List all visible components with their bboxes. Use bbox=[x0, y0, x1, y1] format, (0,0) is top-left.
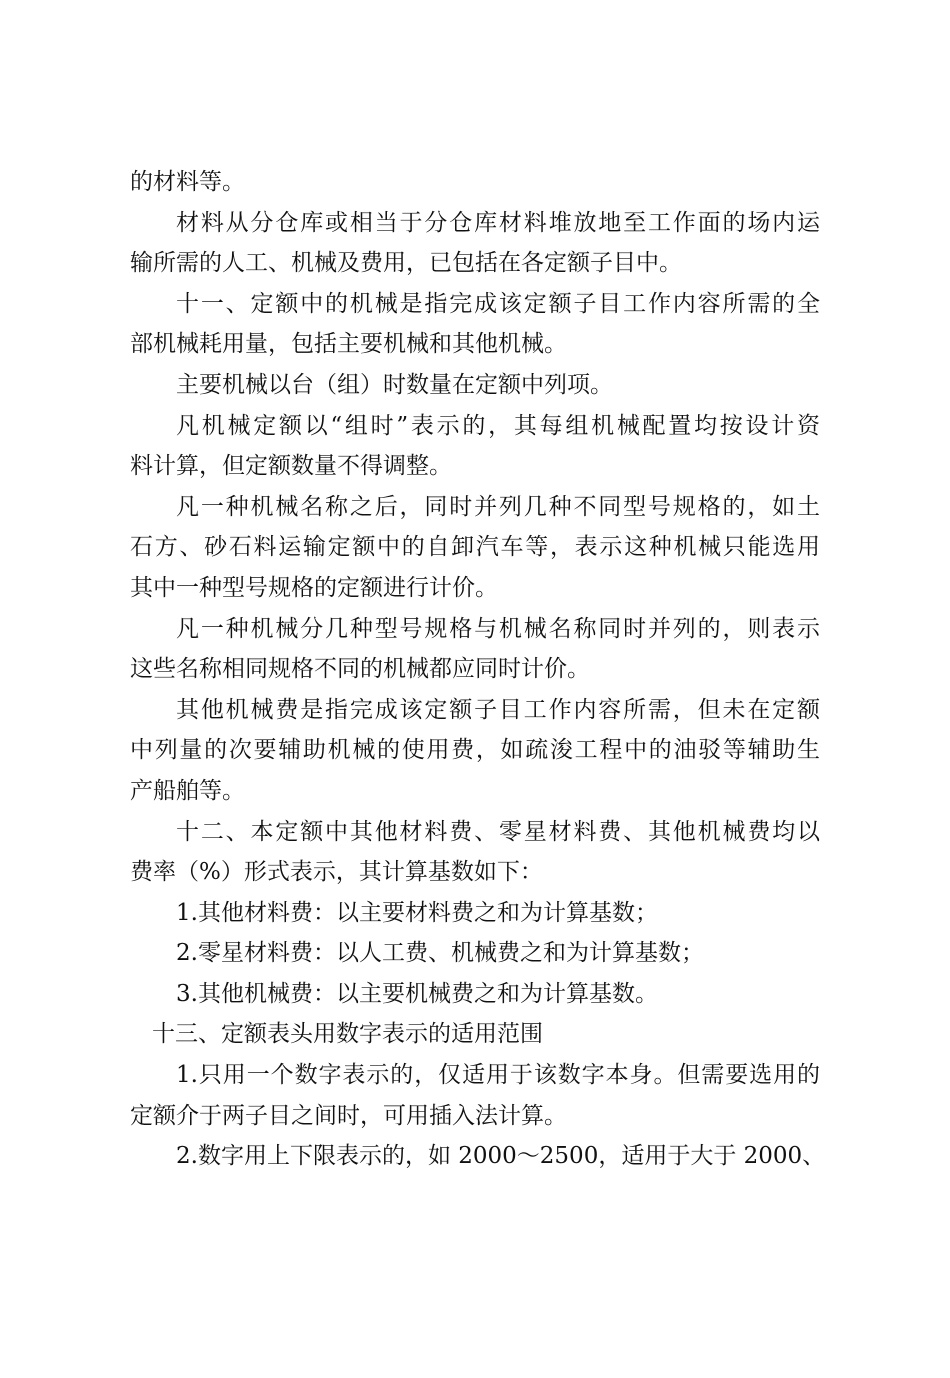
text-line: 十一、定额中的机械是指完成该定额子目工作内容所需的全 bbox=[176, 290, 820, 317]
text-line: 2.数字用上下限表示的，如 2000～2500，适用于大于 2000、 bbox=[176, 1143, 826, 1170]
text-line: 这些名称相同规格不同的机械都应同时计价。 bbox=[130, 656, 590, 683]
text-line: 其他机械费是指完成该定额子目工作内容所需，但未在定额 bbox=[176, 696, 820, 723]
text-line: 十三、定额表头用数字表示的适用范围 bbox=[152, 1021, 543, 1048]
text-line: 输所需的人工、机械及费用，已包括在各定额子目中。 bbox=[130, 250, 682, 277]
text-line: 石方、砂石料运输定额中的自卸汽车等，表示这种机械只能选用 bbox=[130, 534, 820, 561]
text-line: 定额介于两子目之间时，可用插入法计算。 bbox=[130, 1102, 567, 1129]
text-line: 的材料等。 bbox=[130, 169, 245, 195]
text-line: 1.只用一个数字表示的，仅适用于该数字本身。但需要选用的 bbox=[176, 1062, 820, 1089]
text-line: 部机械耗用量，包括主要机械和其他机械。 bbox=[130, 331, 567, 358]
text-line: 十二、本定额中其他材料费、零星材料费、其他机械费均以 bbox=[176, 818, 820, 845]
text-line: 凡机械定额以“组时”表示的，其每组机械配置均按设计资 bbox=[176, 412, 820, 439]
text-line: 2.零星材料费：以人工费、机械费之和为计算基数； bbox=[176, 940, 704, 967]
text-line: 其中一种型号规格的定额进行计价。 bbox=[130, 574, 498, 601]
text-line: 主要机械以台（组）时数量在定额中列项。 bbox=[176, 371, 613, 398]
text-line: 3.其他机械费：以主要机械费之和为计算基数。 bbox=[176, 980, 658, 1007]
text-line: 1.其他材料费：以主要材料费之和为计算基数； bbox=[176, 899, 658, 926]
text-line: 中列量的次要辅助机械的使用费，如疏浚工程中的油驳等辅助生 bbox=[130, 737, 820, 764]
text-line: 费率（%）形式表示，其计算基数如下： bbox=[130, 859, 543, 886]
text-line: 凡一种机械分几种型号规格与机械名称同时并列的，则表示 bbox=[176, 615, 820, 642]
text-line: 材料从分仓库或相当于分仓库材料堆放地至工作面的场内运 bbox=[176, 209, 820, 236]
document-page bbox=[130, 162, 826, 1177]
text-line: 凡一种机械名称之后，同时并列几种不同型号规格的，如土 bbox=[176, 493, 820, 520]
text-line: 料计算，但定额数量不得调整。 bbox=[130, 453, 452, 480]
text-line: 产船舶等。 bbox=[130, 777, 245, 804]
